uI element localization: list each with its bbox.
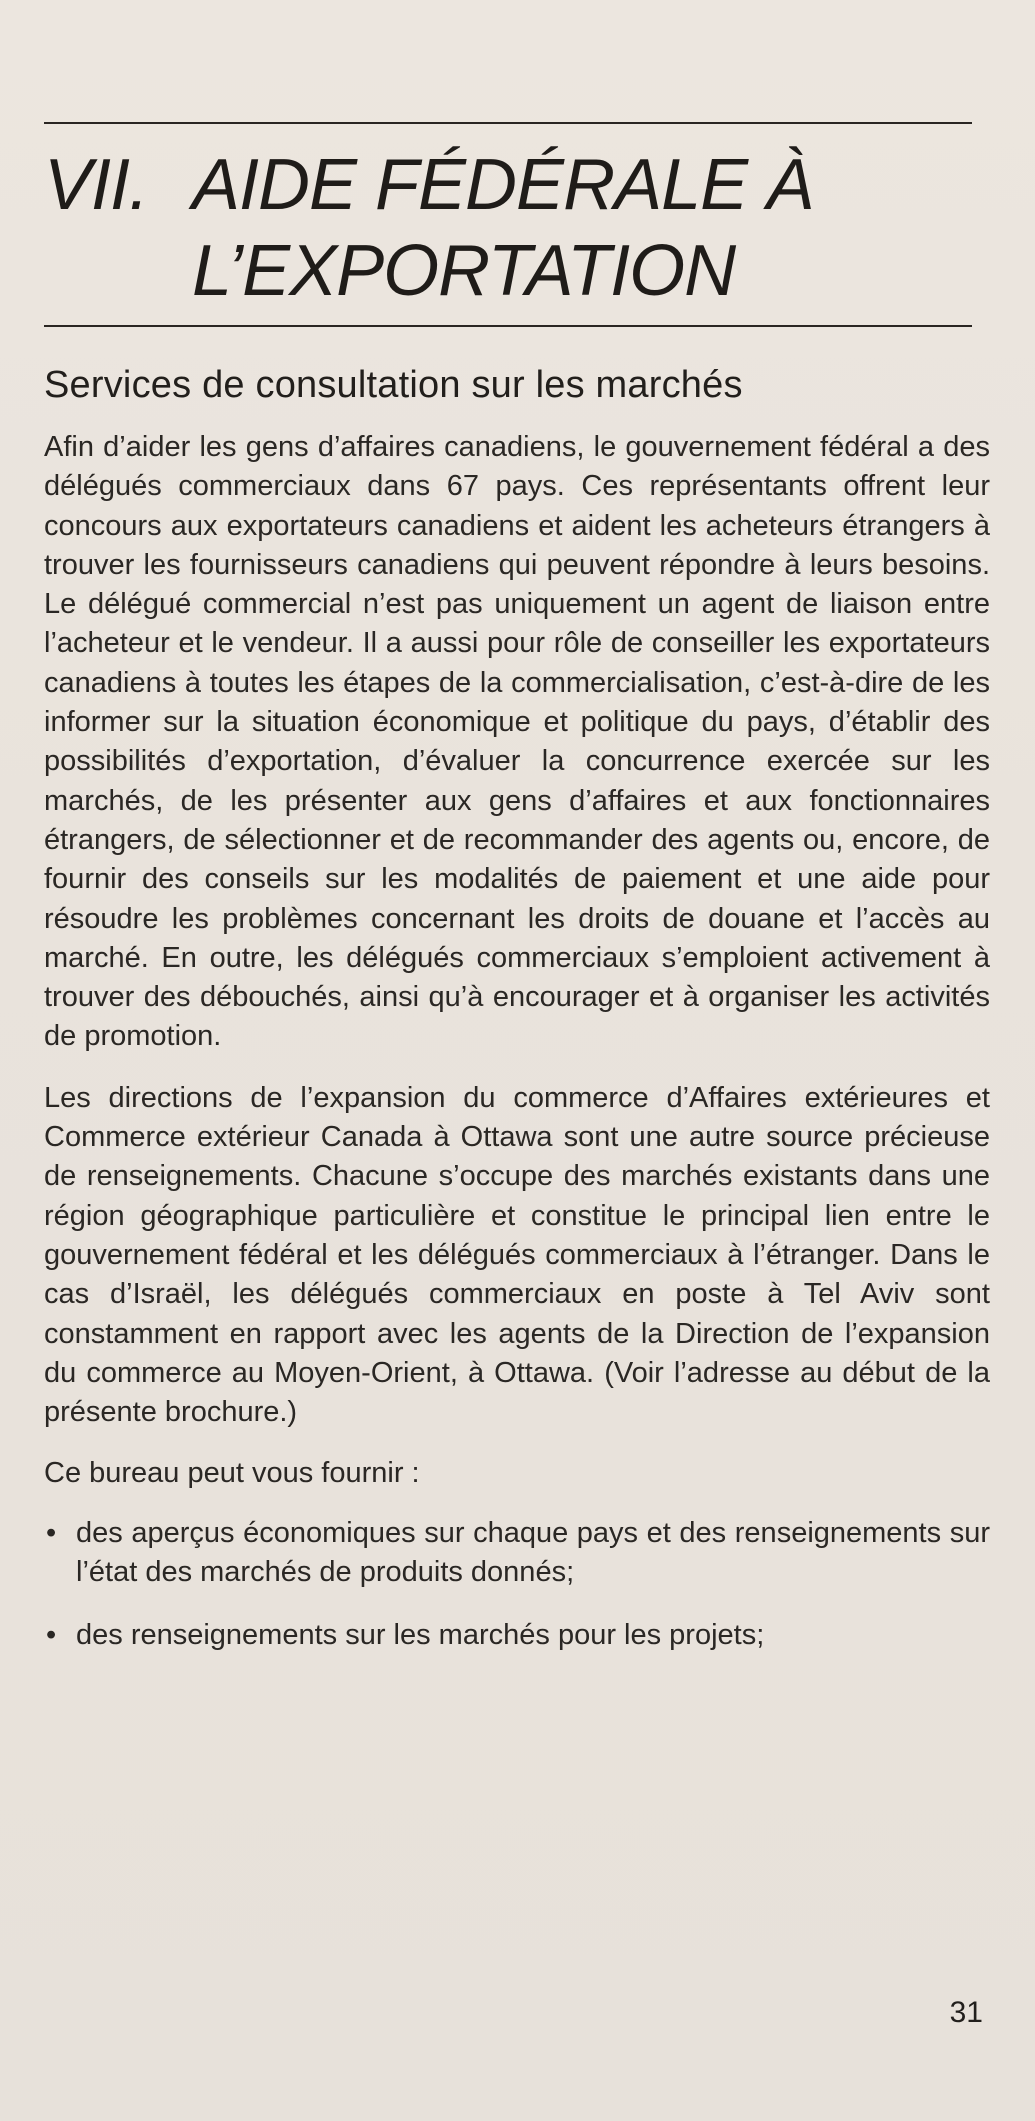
chapter-title-line1: AIDE FÉDÉRALE À — [192, 145, 814, 225]
list-item-text: des aperçus économiques sur chaque pays et des renseignements sur l’état des marchés de produits donnés; — [76, 1516, 990, 1589]
title-top-rule — [44, 122, 972, 124]
title-bottom-rule — [44, 325, 972, 327]
list-item-text: des renseignements sur les marchés pour les projets; — [76, 1619, 765, 1652]
chapter-title — [44, 142, 984, 314]
chapter-title-line2: L’EXPORTATION — [192, 231, 736, 311]
body-text — [44, 428, 990, 1680]
paragraph-trade-divisions: Les directions de l’expansion du commerce d’Affaires extérieures et Commerce extérieur Canada à Ottawa sont une autre source précieuse de renseignements. Chacune s’occupe des marchés existants dans une région géographique particulière et constitue le principal lien entre le gouvernement fédéral et les délégués commerciaux à l’étranger. Dans le cas d’Israël, les délégués commerciaux en poste à Tel Aviv sont constamment en rapport avec les agents de la Direction de l’expansion du commerce au Moyen-Orient, à Ottawa. (Voir l’adresse au début de la présente brochure.) — [44, 1081, 990, 1429]
bullet-icon: • — [46, 1516, 57, 1549]
list-item — [44, 1616, 990, 1655]
page-number: 31 — [949, 1996, 983, 2029]
list-item — [44, 1514, 990, 1593]
services-list — [44, 1514, 990, 1656]
chapter-number: VII. — [44, 145, 149, 225]
bullet-icon: • — [46, 1619, 57, 1652]
paragraph-trade-commissioners: Afin d’aider les gens d’affaires canadiens, le gouvernement fédéral a des délégués commerciaux dans 67 pays. Ces représentants offrent leur concours aux exportateurs canadiens et aident les acheteurs étrangers à trouver les fournisseurs canadiens qui peuvent répondre à leurs besoins. Le délégué commercial n’est pas uniquement un agent de liaison entre l’acheteur et le vendeur. Il a aussi pour rôle de conseiller les exportateurs canadiens à toutes les étapes de la commercialisation, c’est-à-dire de les informer sur la situation économique et politique du pays, d’établir des possibilités d’exportation, d’évaluer la concurrence exercée sur les marchés, de les présenter aux gens d’affaires et aux fonctionnaires étrangers, de sélectionner et de recommander des agents ou, encore, de fournir des conseils sur les modalités de paiement et une aide pour résoudre les problèmes concernant les droits de douane et l’accès au marché. En outre, les délégués commerciaux s’emploient activement à trouver des débouchés, ainsi qu’à encourager et à organiser les activités de promotion. — [44, 431, 990, 1053]
paragraph-bureau-provides: Ce bureau peut vous fournir : — [44, 1457, 420, 1490]
section-heading: Services de consultation sur les marchés — [44, 364, 743, 406]
